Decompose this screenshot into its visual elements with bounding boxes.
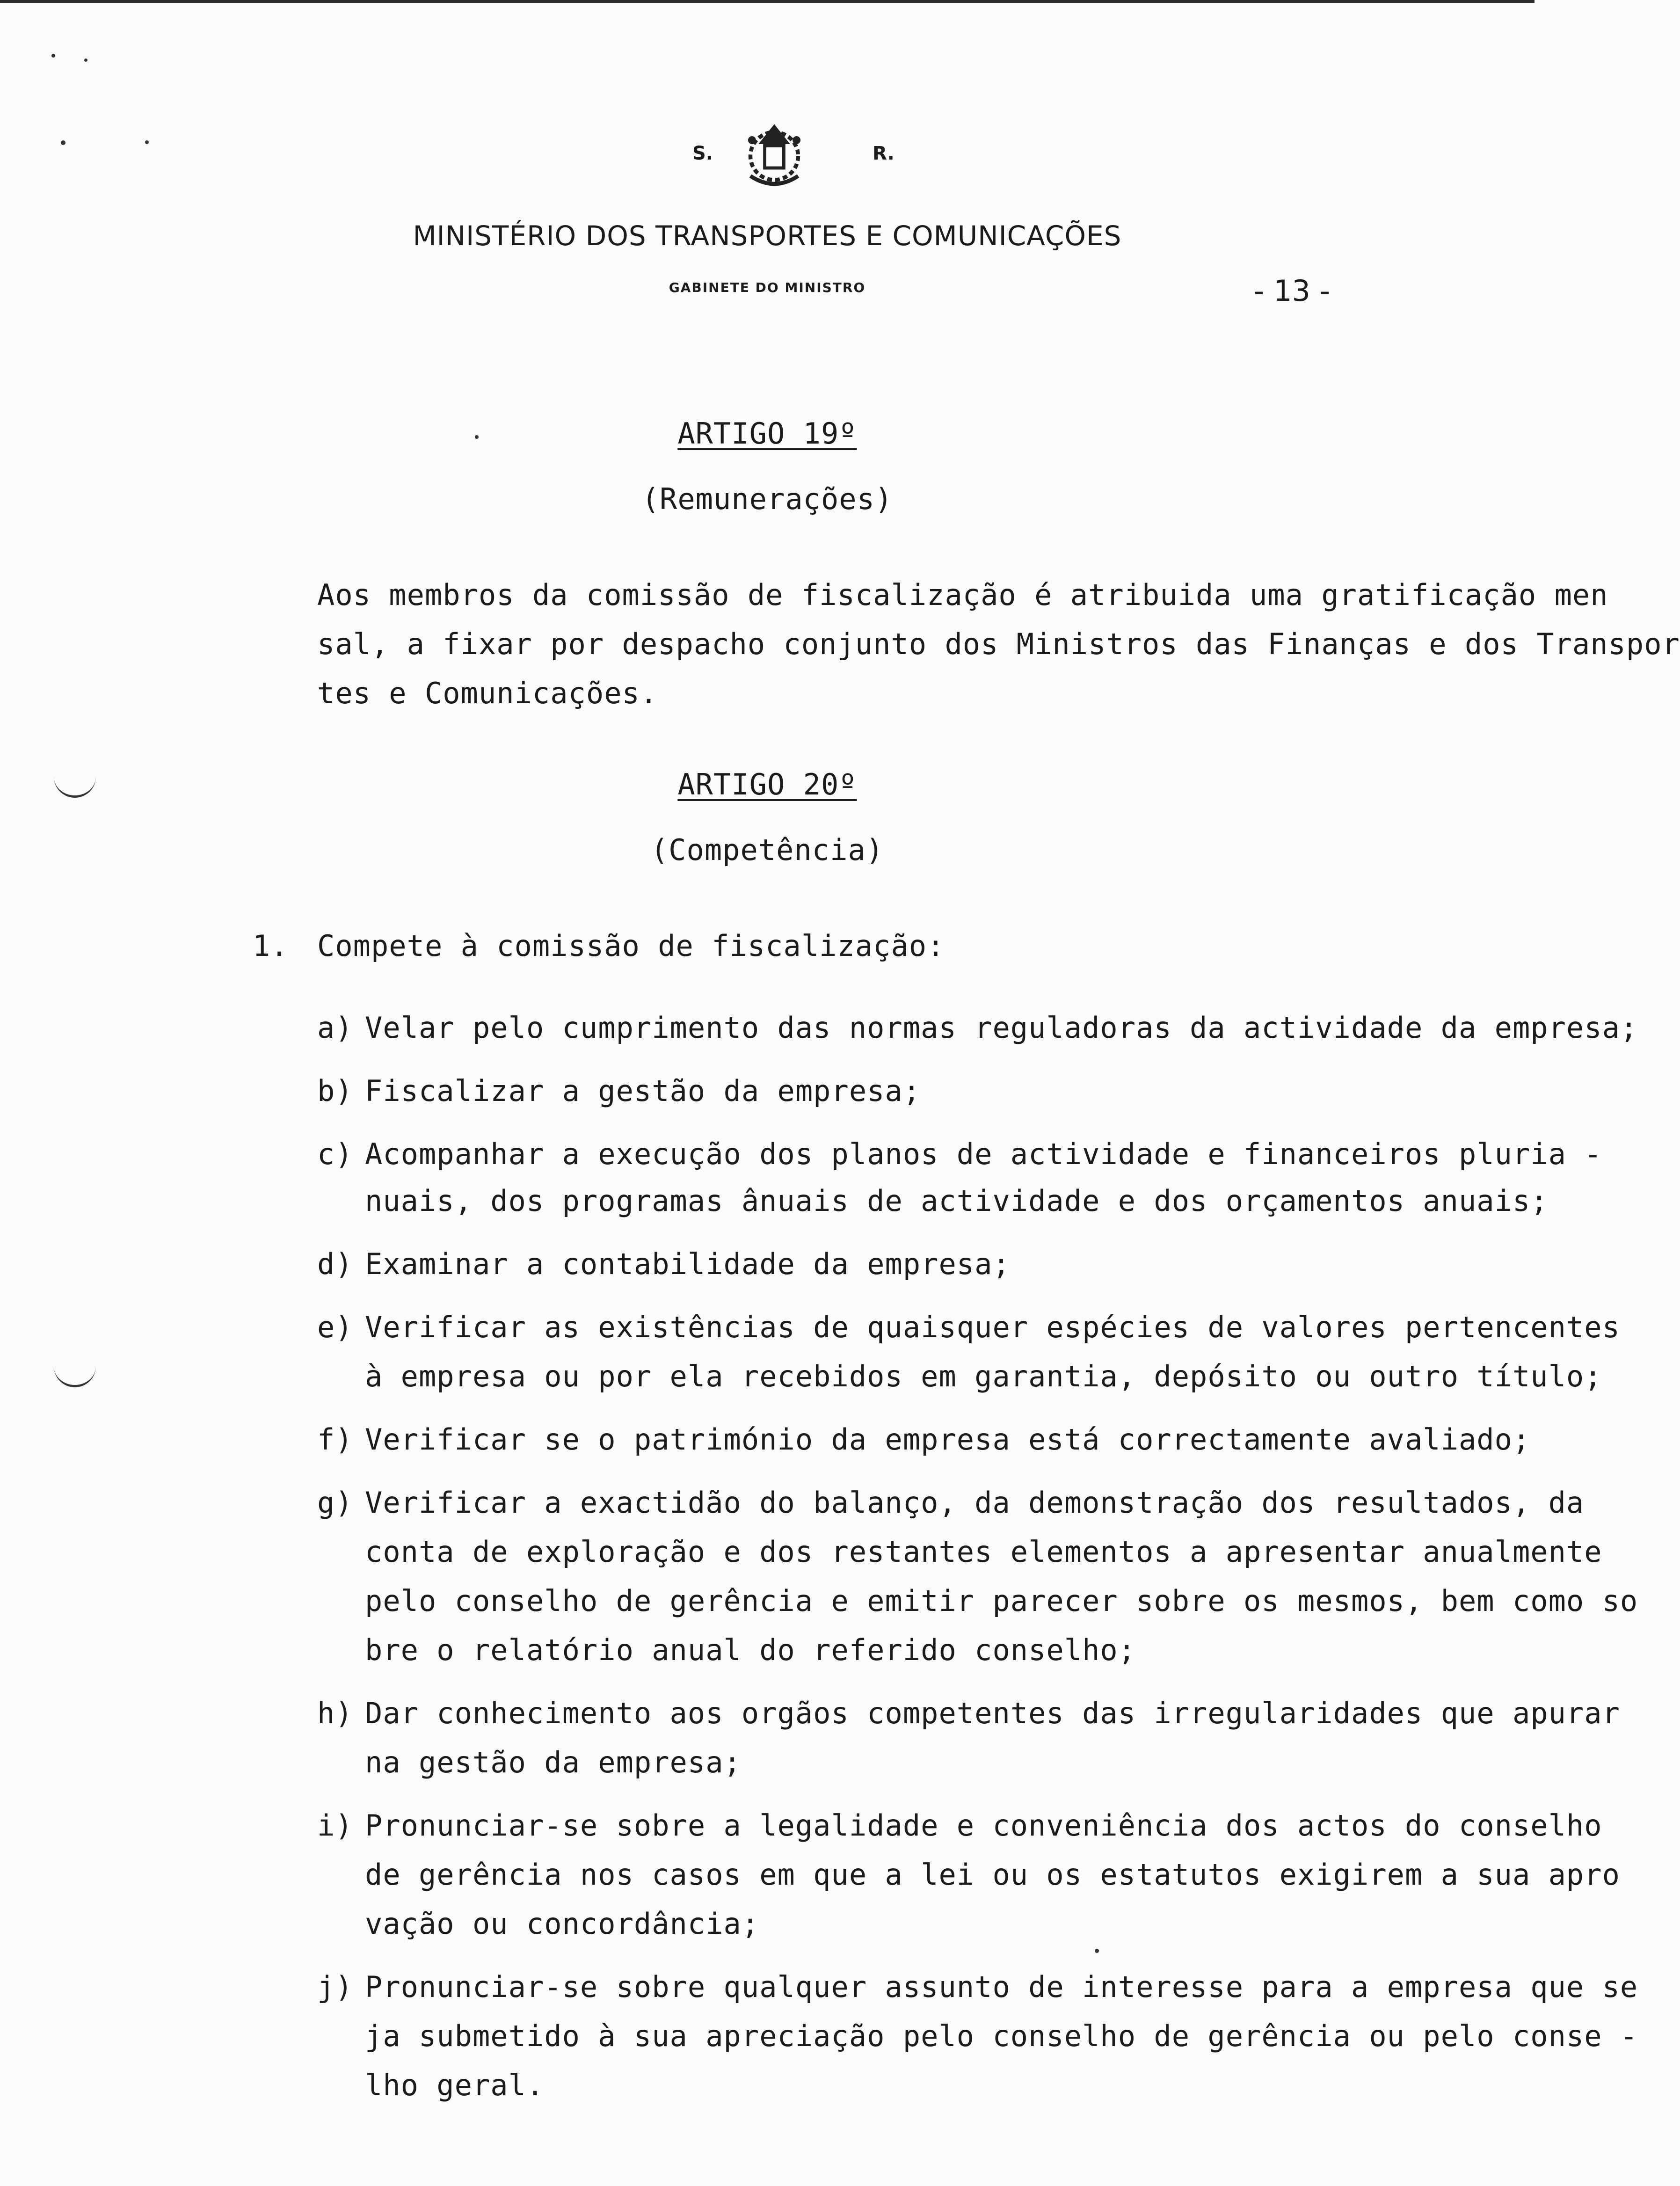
item-letter: h): [317, 1696, 353, 1730]
item-letter: c): [317, 1137, 353, 1171]
item-letter: e): [317, 1310, 353, 1344]
item-letter: g): [317, 1486, 353, 1520]
letterhead-right-mark: R.: [873, 143, 895, 164]
item-letter: b): [317, 1074, 353, 1108]
article-19-line-1: Aos membros da comissão de fiscalização é atribuida uma gratificação men: [317, 578, 1608, 612]
item-line: pelo conselho de gerência e emitir parecer sobre os mesmos, bem como so: [365, 1584, 1638, 1618]
article-19-subheading: (Remunerações): [641, 482, 893, 516]
article-20-heading: [0, 767, 1535, 802]
scan-speck: [1095, 1949, 1099, 1953]
paragraph-number: 1.: [253, 929, 289, 963]
item-letter: i): [317, 1808, 353, 1843]
item-letter: j): [317, 1970, 353, 2004]
paragraph-intro: Compete à comissão de fiscalização:: [317, 929, 945, 963]
item-line: Acompanhar a execução dos planos de actividade e financeiros pluria -: [365, 1137, 1602, 1171]
article-19-heading: [0, 416, 1535, 451]
item-line: de gerência nos casos em que a lei ou os estatutos exigirem a sua apro: [365, 1858, 1620, 1892]
article-20-subheading: (Competência): [650, 833, 884, 867]
item-line: à empresa ou por ela recebidos em garantia, depósito ou outro título;: [365, 1359, 1602, 1393]
cabinet-subtitle: GABINETE DO MINISTRO: [669, 280, 866, 295]
scan-speck: [475, 435, 479, 439]
item-line: Pronunciar-se sobre qualquer assunto de interesse para a empresa que se: [365, 1970, 1638, 2004]
item-line: ja submetido à sua apreciação pelo conselho de gerência ou pelo conse -: [365, 2019, 1638, 2053]
item-line: conta de exploração e dos restantes elementos a apresentar anualmente: [365, 1535, 1602, 1569]
item-line: na gestão da empresa;: [365, 1745, 742, 1779]
article-19-heading-text: ARTIGO 19º: [677, 416, 857, 451]
item-letter: f): [317, 1422, 353, 1457]
item-line: nuais, dos programas ânuais de actividade e dos orçamentos anuais;: [365, 1184, 1549, 1218]
item-line: Dar conhecimento aos orgãos competentes das irregularidades que apurar: [365, 1696, 1620, 1730]
item-letter: d): [317, 1247, 353, 1281]
item-line: Verificar as existências de quaisquer espécies de valores pertencentes: [365, 1310, 1620, 1344]
item-letter: a): [317, 1011, 353, 1045]
page-number: - 13 -: [1254, 274, 1331, 308]
item-line: Verificar se o património da empresa está correctamente avaliado;: [365, 1422, 1531, 1457]
item-line: vação ou concordância;: [365, 1907, 760, 1941]
letterhead-left-mark: S.: [692, 143, 713, 164]
top-border-line: [0, 0, 1535, 3]
article-19-line-2: sal, a fixar por despacho conjunto dos Ministros das Finanças e dos Transpor: [317, 627, 1680, 661]
article-19-line-3: tes e Comunicações.: [317, 676, 658, 710]
coat-of-arms-emblem: [735, 112, 814, 192]
item-line: Examinar a contabilidade da empresa;: [365, 1247, 1011, 1281]
item-line: bre o relatório anual do referido conselho;: [365, 1633, 1136, 1667]
article-20-heading-text: ARTIGO 20º: [677, 767, 857, 802]
scan-speck: [84, 58, 87, 62]
item-line: Pronunciar-se sobre a legalidade e conveniência dos actos do conselho: [365, 1808, 1602, 1843]
ministry-title: MINISTÉRIO DOS TRANSPORTES E COMUNICAÇÕES: [413, 220, 1122, 252]
scan-speck: [61, 140, 65, 145]
item-line: Verificar a exactidão do balanço, da demonstração dos resultados, da: [365, 1486, 1585, 1520]
item-line: Fiscalizar a gestão da empresa;: [365, 1074, 921, 1108]
scan-speck: [145, 140, 149, 144]
punch-hole-mark: [54, 1366, 96, 1387]
item-line: Velar pelo cumprimento das normas reguladoras da actividade da empresa;: [365, 1011, 1638, 1045]
item-line: lho geral.: [365, 2068, 545, 2102]
scan-speck: [51, 54, 55, 58]
